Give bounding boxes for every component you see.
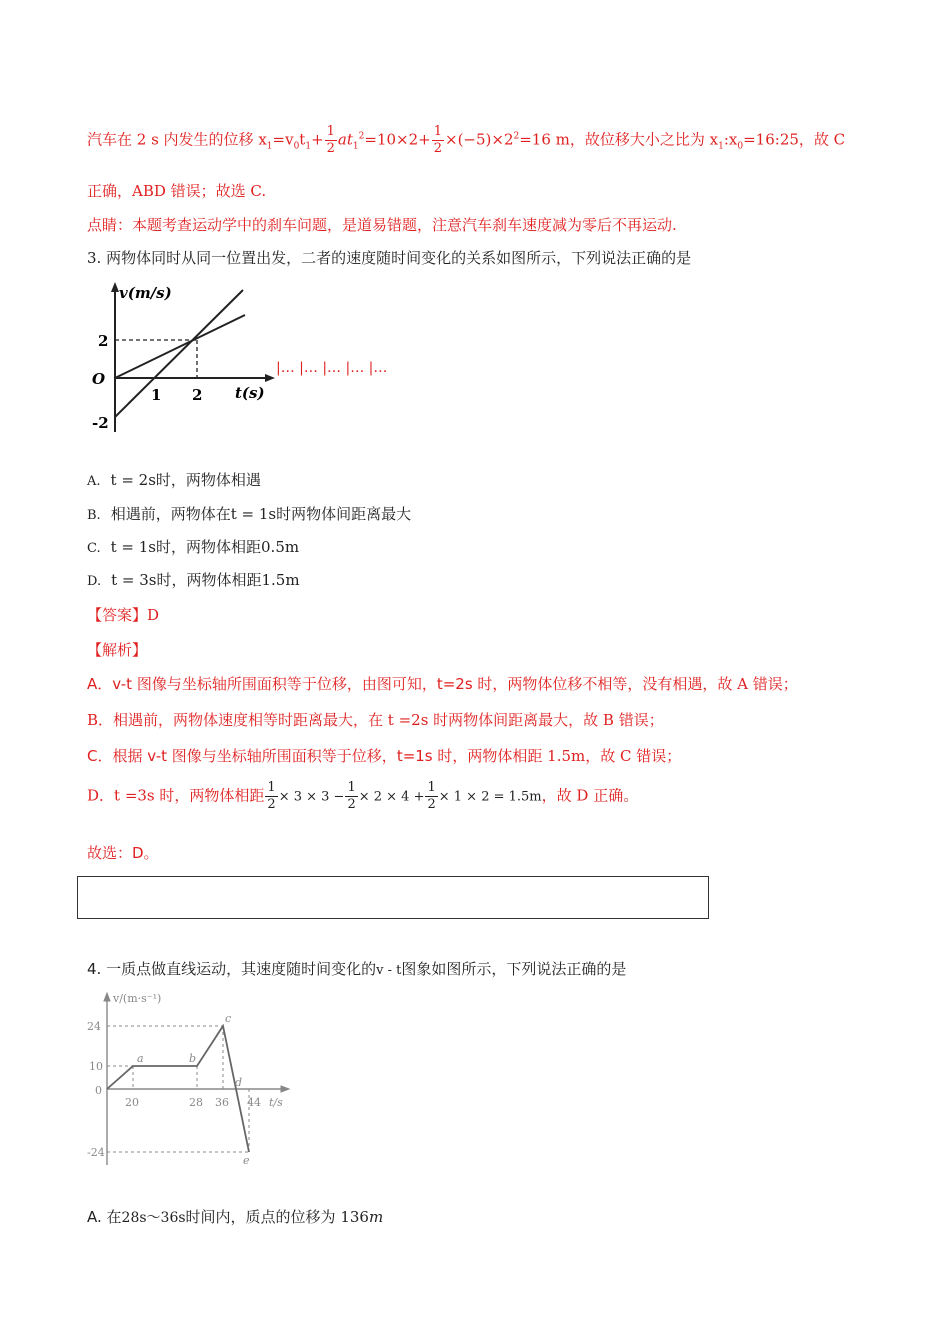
prev-solution-line2: 正确，ABD 错误；故选 C. [87,182,267,200]
q4-option-a: A. 在28s～36s时间内，质点的位移为 136m [87,1208,384,1226]
q4-point-a: a [137,1052,144,1065]
q4-xlabel: t/s [269,1096,283,1109]
prev-solution-line1: 汽车在 2 s 内发生的位移 $x_1=v_0t_1+$ $\frac{1}{2}$ $at_1^2=10\times 2+$ $\frac{1}{2}$ $\times(-5)\times 2^2=16$ m，故位移大小之比为 $x_1:x_0=16:25$，故 C [87,124,846,156]
prev-solution-note: 点睛：本题考查运动学中的刹车问题，是道易错题，注意汽车刹车速度减为零后不再运动. [87,216,677,234]
fraction-half: $\frac{1}{2}$ [433,124,442,156]
q3-option-d: D. t = 3s时，两物体相距1.5m [87,571,300,589]
q3-xtick-1: 1 [151,386,162,404]
q3-xtick-2: 2 [192,386,203,404]
q4-point-d: d [235,1076,243,1089]
q4-point-c: c [225,1012,232,1025]
q4-x44: 44 [247,1096,261,1109]
empty-box [77,876,709,919]
q3-option-c: C. t = 1s时，两物体相距0.5m [87,538,300,556]
q3-xlabel: t(s) [235,384,265,402]
q3-option-b: B. 相遇前，两物体在t = 1s时两物体间距离最大 [87,505,412,523]
q3-origin: O [92,370,106,388]
q4-x36: 36 [215,1096,229,1109]
q3-analysis-b: B．相遇前，两物体速度相等时距离最大，在 t =2s 时两物体间距离最大，故 B 错误； [87,711,664,729]
q3-option-a: A. t = 2s时，两物体相遇 [87,471,261,489]
q3-conclusion: 故选：D。 [87,844,159,862]
q4-y10: 10 [89,1060,103,1073]
q3-vt-graph [85,280,275,440]
q3-analysis-a: A．v-t 图像与坐标轴所围面积等于位移，由图可知，t=2s 时，两物体位移不相等，没有相遇，故 A 错误； [87,675,798,693]
q4-vt-graph [85,990,295,1170]
fraction-half: $\frac{1}{2}$ [326,124,335,156]
q4-stem: 4. 一质点做直线运动，其速度随时间变化的v - t图象如图所示，下列说法正确的是 [87,960,627,978]
q3-tick-2: 2 [98,332,109,350]
q3-dots: |… |… |… |… |… [276,360,388,376]
q4-x20: 20 [125,1096,139,1109]
q4-ylabel: v/(m·s⁻¹) [113,992,162,1005]
q4-y0: 0 [95,1084,102,1097]
q3-analysis-c: C．根据 v-t 图像与坐标轴所围面积等于位移，t=1s 时，两物体相距 1.5m，故 C 错误； [87,747,682,765]
q3-analysis-d: D．t =3s 时，两物体相距 $\frac{1}{2}$ × 3 × 3 − $\frac{1}{2}$ × 2 × 4 + $\frac{1}{2}$ × 1 × 2 = 1.5m，故 D 正确。 [87,780,639,812]
q3-analysis-title: 【解析】 [87,641,148,659]
q4-x28: 28 [189,1096,203,1109]
q3-tick-neg2: -2 [92,414,109,432]
q3-answer: 【答案】D [87,606,160,624]
q4-point-b: b [189,1052,197,1065]
q4-point-e: e [243,1154,250,1167]
q3-stem: 3. 两物体同时从同一位置出发，二者的速度随时间变化的关系如图所示，下列说法正确的是 [87,249,692,267]
q3-ylabel: v(m/s) [119,284,172,302]
q4-yneg24: -24 [87,1146,105,1159]
q4-y24: 24 [87,1020,101,1033]
